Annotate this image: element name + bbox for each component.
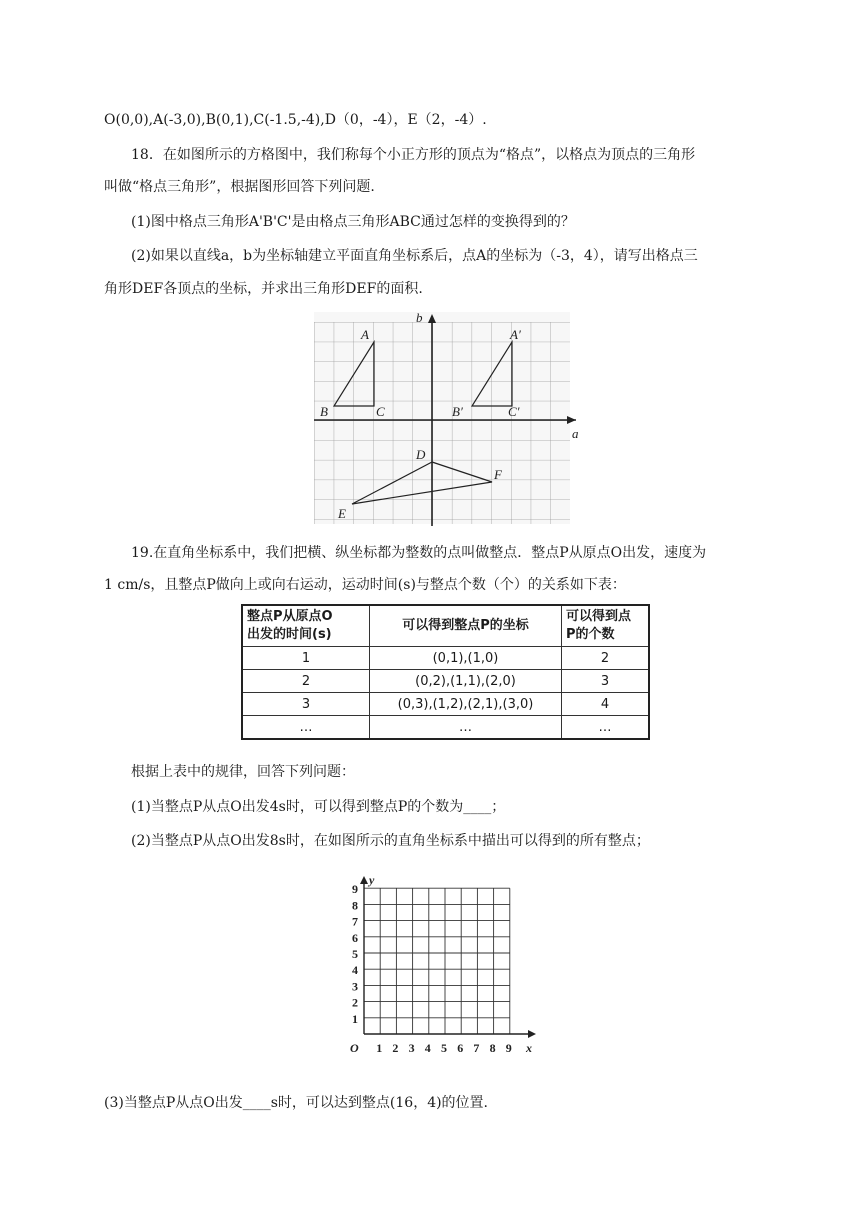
label-point-d: D <box>416 447 426 462</box>
label-point-c-prime: C′ <box>508 404 520 419</box>
y-tick-label: 6 <box>352 930 358 945</box>
q19-part2: (2)当整点P从点O出发8s时，在如图所示的直角坐标系中描出可以得到的所有整点； <box>131 833 650 849</box>
cell-count: 2 <box>562 647 650 670</box>
cell-coordinates: (0,1),(1,0) <box>370 647 562 670</box>
x-axis-arrow <box>528 1030 536 1038</box>
grid-lines <box>364 888 510 1034</box>
lattice-triangle-figure <box>314 312 578 530</box>
q18-part1: (1)图中格点三角形A'B'C'是由格点三角形ABC通过怎样的变换得到的？ <box>131 214 575 230</box>
q18-part2-line2: 角形DEF各顶点的坐标，并求出三角形DEF的面积. <box>104 281 423 297</box>
y-tick-label: 4 <box>352 963 358 978</box>
header-time-line1: 整点P从原点O <box>247 609 333 624</box>
text-line-coordinates: O(0,0),A(-3,0),B(0,1),C(-1.5,-4),D（0，-4），E（2，-4）. <box>104 112 487 128</box>
label-point-b: B <box>320 404 328 419</box>
y-tick-label: 9 <box>352 882 358 897</box>
x-tick-label: 6 <box>457 1041 464 1055</box>
y-tick-label: 8 <box>352 898 358 913</box>
q19-part1: (1)当整点P从点O出发4s时，可以得到整点P的个数为____； <box>131 799 506 815</box>
grid-lines <box>314 322 570 524</box>
axis-a-arrow <box>567 416 576 424</box>
label-point-b-prime: B′ <box>452 404 463 419</box>
q18-part2-line1: (2)如果以直线a，b为坐标轴建立平面直角坐标系后，点A的坐标为（-3，4），请写出格点三 <box>131 248 698 264</box>
table-header-row <box>242 605 649 647</box>
x-tick-label: 8 <box>489 1041 496 1055</box>
table-header-coordinates <box>370 605 562 647</box>
y-tick-label: 3 <box>352 979 358 994</box>
cell-coordinates: … <box>370 716 562 740</box>
table-row <box>242 647 649 670</box>
label-axis-a: a <box>572 426 578 441</box>
q18-intro-line1: 18．在如图所示的方格图中，我们称每个小正方形的顶点为“格点”，以格点为顶点的三角形 <box>131 147 696 163</box>
table-header-time <box>242 605 370 647</box>
cell-time: 3 <box>242 693 370 716</box>
x-tick-label: 9 <box>505 1041 512 1055</box>
header-count-line1: 可以得到点 <box>566 609 632 624</box>
x-axis-label: x <box>526 1041 532 1055</box>
origin-label: O <box>350 1041 359 1055</box>
q19-rule-intro: 根据上表中的规律，回答下列问题： <box>131 764 355 780</box>
pattern-table-container <box>241 604 650 740</box>
table-row <box>242 670 649 693</box>
label-point-c: C <box>376 404 385 419</box>
table-row <box>242 693 649 716</box>
cell-count: 4 <box>562 693 650 716</box>
table-header-count <box>562 605 650 647</box>
label-point-a: A <box>361 327 369 342</box>
q19-part3: (3)当整点P从点O出发____s时，可以达到整点(16，4)的位置. <box>104 1095 489 1111</box>
label-point-e: E <box>338 506 346 521</box>
pattern-table <box>241 604 650 740</box>
label-point-f: F <box>494 467 502 482</box>
cell-time: 1 <box>242 647 370 670</box>
coordinate-grid-figure <box>336 870 546 1066</box>
q19-intro-line2: 1 cm/s，且整点P做向上或向右运动，运动时间(s)与整点个数（个）的关系如下表： <box>104 577 626 593</box>
x-tick-label: 7 <box>473 1041 480 1055</box>
y-axis-arrow <box>360 876 368 884</box>
x-tick-labels <box>376 1041 512 1055</box>
x-tick-label: 1 <box>376 1041 383 1055</box>
header-time-line2: 出发的时间(s) <box>247 627 332 642</box>
y-tick-label: 5 <box>352 947 358 961</box>
y-tick-label: 2 <box>352 995 358 1010</box>
y-tick-labels <box>352 882 358 1026</box>
y-tick-label: 7 <box>352 914 358 929</box>
label-axis-b: b <box>416 312 423 325</box>
x-tick-label: 5 <box>441 1041 447 1055</box>
q19-intro-line1: 19.在直角坐标系中，我们把横、纵坐标都为整数的点叫做整点．整点P从原点O出发，速度为 <box>131 545 707 561</box>
q18-intro-line2: 叫做“格点三角形”，根据图形回答下列问题. <box>104 179 375 195</box>
cell-coordinates: (0,2),(1,1),(2,0) <box>370 670 562 693</box>
cell-count: 3 <box>562 670 650 693</box>
x-tick-label: 3 <box>408 1041 415 1055</box>
y-axis-label: y <box>369 873 375 887</box>
cell-coordinates: (0,3),(1,2),(2,1),(3,0) <box>370 693 562 716</box>
header-coordinates-text: 可以得到整点P的坐标 <box>402 618 529 633</box>
header-count-line2: P的个数 <box>566 627 615 642</box>
cell-time: 2 <box>242 670 370 693</box>
label-point-a-prime: A′ <box>510 327 521 342</box>
table-row <box>242 716 649 740</box>
cell-count: … <box>562 716 650 740</box>
x-tick-label: 4 <box>424 1041 431 1055</box>
x-tick-label: 2 <box>392 1041 399 1055</box>
y-tick-label: 1 <box>352 1011 358 1026</box>
cell-time: … <box>242 716 370 740</box>
